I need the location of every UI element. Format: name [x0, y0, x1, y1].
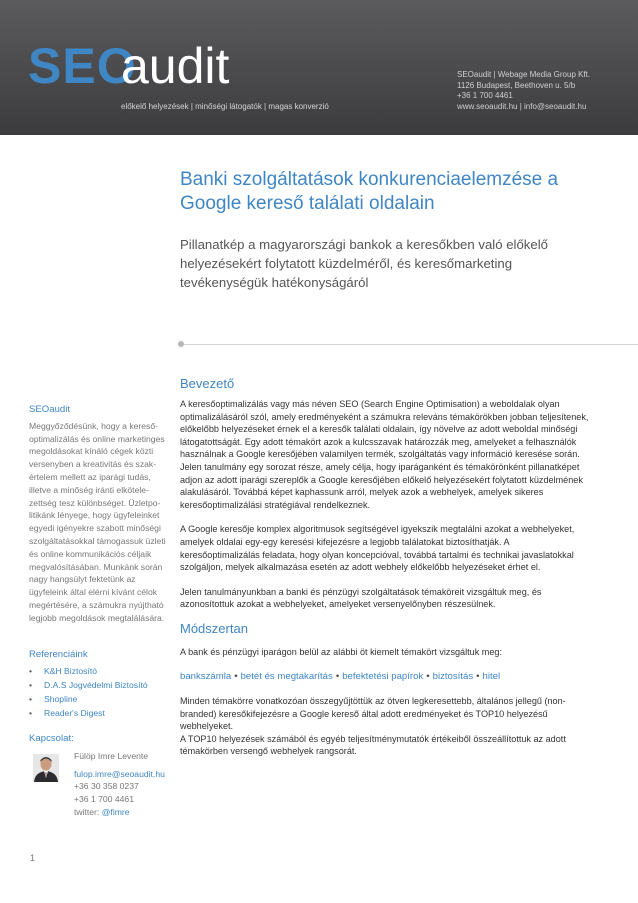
- keyword-list: [180, 671, 590, 684]
- references-heading: Referenciáink: [29, 648, 88, 660]
- twitter-link[interactable]: @fimre: [101, 806, 130, 817]
- intro-heading: Bevezető: [180, 376, 235, 391]
- method-heading: Módszertan: [180, 620, 248, 636]
- logo-audit-text: audit: [121, 38, 230, 94]
- keyword-separator: •: [234, 670, 238, 682]
- sidebar: [29, 404, 171, 818]
- contact-phone: +36 1 700 4461: [74, 793, 134, 804]
- method-paragraph: Minden témakörre vonatkozóan összegyűjtöttük az ötven legkeresettebb, általános jellegű (non-branded) keresőkifejezésre a Google kereső által adott eredményeket és TOP10 helyezésű webhelyeket.: [180, 696, 566, 732]
- contact-phone: +36 30 358 0237: [74, 781, 139, 792]
- about-text: Meggyőződésünk, hogy a kereső-optimalizálás és online marketinges megoldásokat kínáló cégek közti versenyben a kreativitás és szak-értelem mellett az iparági tudás, illetve a minőség iránti elkötele-zettség tesz különbséget. Üzletpo-litikánk lényege, hogy ügyfeleinket egyedi igényekre szabott minőségi szolgáltatásokkal támogassuk üzleti és online kommunikációs céljaik megvalósításában. Munkánk során nagy hangsúlyt fektetünk az ügyfeleink által elérni kívánt célok megértésére, a számukra nyújtható legjobb megoldások megtalálására.: [29, 420, 166, 623]
- page-number: 1: [30, 853, 36, 863]
- twitter-label: twitter:: [74, 806, 102, 817]
- tagline: előkelő helyezések | minőségi látogatók | magas konverzió: [121, 102, 329, 111]
- keyword-separator: •: [476, 670, 480, 682]
- reference-item: • Reader's Digest: [29, 706, 171, 720]
- main-content: [180, 376, 590, 758]
- company-line: SEOaudit | Webage Media Group Kft.: [457, 70, 591, 79]
- divider-dot: [178, 341, 184, 347]
- document-subtitle: Pillanatkép a magyarországi bankok a keresőkben való előkelő helyezésekért folytatott küzdelméről, és keresőmarketing tevékenységük hatékonyságáról: [180, 237, 549, 290]
- intro-paragraph: Jelen tanulmányunkban a banki és pénzügyi szolgáltatások témaköreit vizsgáltuk meg, és azonosítottuk azokat a webhelyeket, amelyeket versenyelőnyben részesülnek.: [180, 586, 542, 610]
- about-heading: SEOaudit: [29, 404, 71, 415]
- reference-item: • D.A.S Jogvédelmi Biztosító: [29, 678, 171, 692]
- references-list: [29, 664, 171, 720]
- reference-item: • Shopline: [29, 692, 171, 706]
- keyword-item: bankszámla: [180, 670, 232, 682]
- contact-heading: Kapcsolat:: [29, 733, 74, 745]
- company-info: [457, 70, 590, 112]
- divider: [180, 344, 638, 345]
- method-paragraph: A TOP10 helyezések számából és egyéb teljesítménymutatók értékeiből összeállítottuk az adott témakörben versengő webhelyek rangsorát.: [180, 733, 566, 757]
- reference-item: • K&H Biztosító: [29, 664, 171, 678]
- keyword-separator: •: [335, 670, 340, 682]
- keyword-item: befektetési papírok: [342, 670, 424, 682]
- logo-seo-text: SEO: [28, 38, 137, 94]
- header-band: [0, 0, 638, 135]
- company-line: www.seoaudit.hu | info@seoaudit.hu: [457, 101, 587, 111]
- contact-name: Fülöp Imre Levente: [74, 751, 149, 762]
- company-line: +36 1 700 4461: [457, 91, 513, 100]
- avatar: [33, 754, 59, 782]
- document-title: Banki szolgáltatások konkurenciaelemzése a Google kereső találati oldalain: [180, 169, 559, 214]
- keyword-separator: •: [426, 670, 430, 682]
- seoaudit-logo: [28, 40, 258, 100]
- keyword-item: hitel: [482, 670, 501, 682]
- intro-paragraph: A Google keresője komplex algoritmusok segítségével igyekszik megtalálni azokat a webhelyeket, amelyek oldalai egy-egy keresési kifejezésre a legjobb találatokat biztosíthatják. A keresőoptimalizálás feladata, hogy olyan koncepcióval, továbbá tartalmi és technikai javaslatokkal szolgáljon, melyek alkalmazása esetén az adott webhely előkelőbb helyezéseket érhet el.: [180, 524, 575, 573]
- company-line: 1126 Budapest, Beethoven u. 5/b: [457, 80, 576, 90]
- keyword-item: biztosítás: [432, 670, 474, 682]
- method-paragraph: A bank és pénzügyi iparágon belül az alábbi öt kiemelt témakört vizsgáltuk meg:: [180, 646, 502, 657]
- contact-twitter: [74, 806, 171, 819]
- contact-email-link[interactable]: fulop.imre@seoaudit.hu: [74, 768, 165, 779]
- intro-paragraph: A keresőoptimalizálás vagy más néven SEO (Search Engine Optimisation) a weboldalak olyan optimalizálásáról szól, amely eredményeként a számukra releváns témakörökben jobban teljesítenek, előkelőbb helyezéseket érnek el a keresők találati oldalain, így növelve az adott weboldal minőségi látogatottságát. Egy adott témakört azok a kulcsszavak határozzák meg, amelyeket a felhasználók használnak a Google keresőjében valamilyen termék, szolgáltatás vagy információ keresése során. Jelen tanulmány egy sorozat része, amely célja, hogy iparáganként és témakörönként pillanatképet adjon az adott iparági szereplők a Google keresőjében előkelő helyezésekért folytatott küzdelmének alakulásáról. Továbbá képet kaphassunk arról, melyek azok a webhelyek, amelyek sikeres keresőoptimalizálási stratégiával rendelkeznek.: [180, 399, 589, 510]
- keyword-item: betét és megtakarítás: [240, 670, 333, 682]
- contact-block: [29, 750, 171, 818]
